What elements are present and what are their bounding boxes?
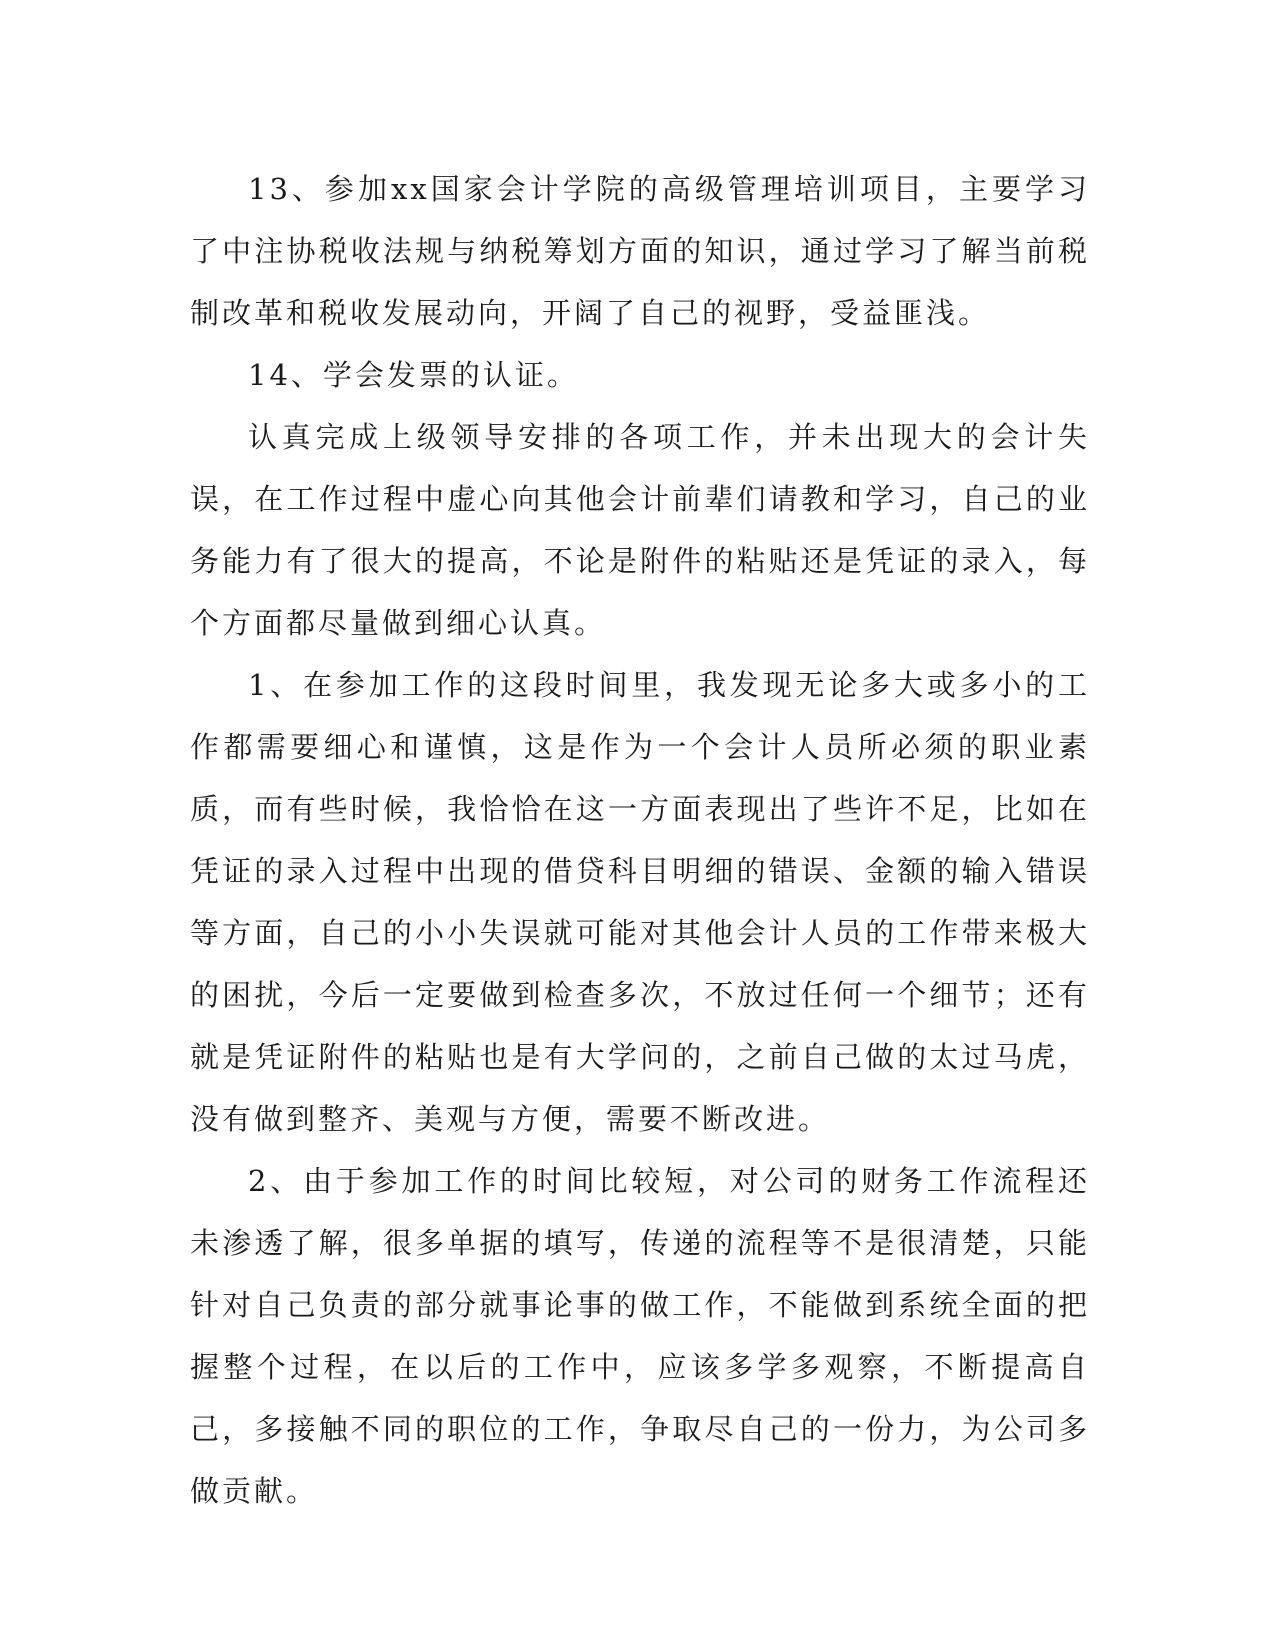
paragraph-invoice-certification: 14、学会发票的认证。 (248, 358, 579, 392)
paragraph-point-1: 1、在参加工作的这段时间里，我发现无论多大或多小的工作都需要细心和谨慎，这是作为一个会计人员所必须的职业素质，而有些时候，我恰恰在这一方面表现出了些许不足，比如在凭证的录入过程中出现的借贷科目明细的错误、金额的输入错误等方面，自己的小小失误就可能对其他会计人员的工作带来极大的困扰，今后一定要做到检查多次，不放过任何一个细节；还有就是凭证附件的粘贴也是有大学问的，之前自己做的太过马虎，没有做到整齐、美观与方便，需要不断改进。 (190, 668, 1090, 1136)
paragraph-training-project: 13、参加xx国家会计学院的高级管理培训项目，主要学习了中注协税收法规与纳税筹划方面的知识，通过学习了解当前税制改革和税收发展动向，开阔了自己的视野，受益匪浅。 (190, 172, 1090, 330)
paragraph-point-2: 2、由于参加工作的时间比较短，对公司的财务工作流程还未渗透了解，很多单据的填写，传递的流程等不是很清楚，只能针对自己负责的部分就事论事的做工作，不能做到系统全面的把握整个过程，在以后的工作中，应该多学多观察，不断提高自己，多接触不同的职位的工作，争取尽自己的一份力，为公司多做贡献。 (190, 1164, 1090, 1508)
document-body (190, 158, 1090, 1522)
paragraph-work-summary: 认真完成上级领导安排的各项工作，并未出现大的会计失误，在工作过程中虚心向其他会计前辈们请教和学习，自己的业务能力有了很大的提高，不论是附件的粘贴还是凭证的录入，每个方面都尽量做到细心认真。 (190, 420, 1090, 640)
